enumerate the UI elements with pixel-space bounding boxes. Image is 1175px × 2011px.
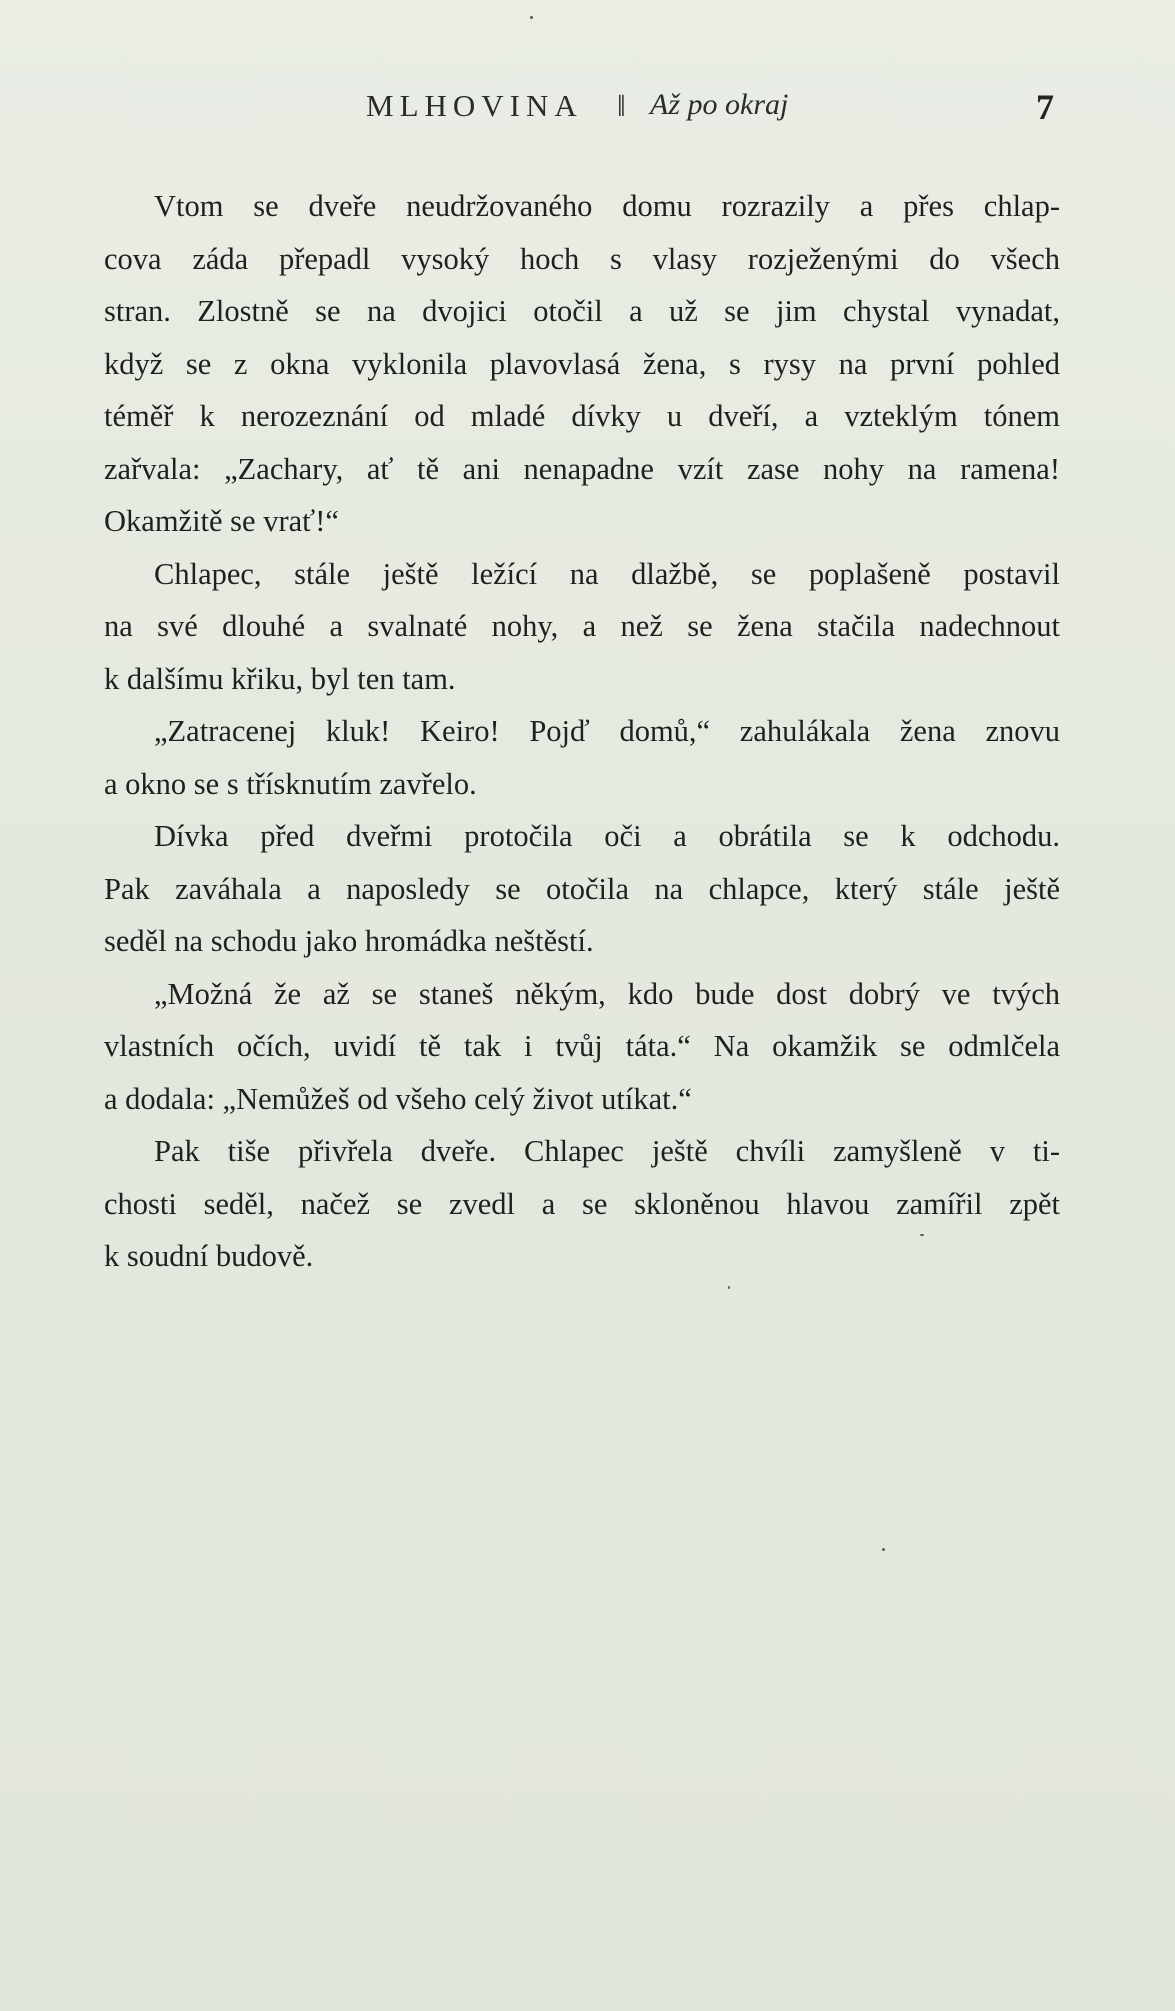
text-line: seděl na schodu jako hromádka neštěstí. [104, 924, 594, 958]
text-line: a okno se s třísknutím zavřelo. [104, 766, 477, 801]
text-line: Pak tiše přivřela dveře. Chlapec ještě chvíli zamyšleně v ti- [154, 1134, 1060, 1168]
text-line: Pak zaváhala a naposledy se otočila na chlapce, který stále ještě [104, 871, 1060, 906]
text-line: cova záda přepadl vysoký hoch s vlasy rozježenými do všech [104, 241, 1060, 276]
text-line: Okamžitě se vrať!“ [104, 504, 339, 538]
paragraph [104, 1125, 1060, 1283]
text-line: stran. Zlostně se na dvojici otočil a už se jim chystal vynadat, [104, 294, 1060, 328]
page-number: 7 [1036, 87, 1054, 127]
paragraph [104, 968, 1060, 1126]
text-line: zařvala: „Zachary, ať tě ani nenapadne vzít zase nohy na ramena! [104, 451, 1060, 486]
text-line: k soudní budově. [104, 1239, 314, 1273]
paper-speck [728, 1286, 730, 1289]
story-title: Až po okraj [650, 88, 789, 121]
text-line: k dalšímu křiku, byl ten tam. [104, 661, 456, 696]
header-separator: ‖ [617, 88, 626, 123]
paper-speck [920, 1234, 924, 1236]
paragraph [104, 548, 1060, 706]
text-line: Chlapec, stále ještě ležící na dlažbě, se poplašeně postavil [154, 556, 1060, 591]
text-line: „Možná že až se staneš někým, kdo bude dost dobrý ve tvých [154, 976, 1060, 1011]
paper-speck [882, 1548, 885, 1551]
body-text [104, 180, 1060, 1283]
text-line: „Zatracenej kluk! Keiro! Pojď domů,“ zahulákala žena znovu [154, 714, 1060, 748]
paragraph [104, 810, 1060, 968]
text-line: téměř k nerozeznání od mladé dívky u dveří, a vzteklým tónem [104, 399, 1060, 433]
paper-speck [530, 16, 533, 19]
book-title: MLHOVINA [366, 88, 583, 123]
text-line: a dodala: „Nemůžeš od všeho celý život utíkat.“ [104, 1081, 692, 1116]
text-line: vlastních očích, uvidí tě tak i tvůj táta.“ Na okamžik se odmlčela [104, 1029, 1060, 1063]
text-line: Dívka před dveřmi protočila oči a obrátila se k odchodu. [154, 819, 1060, 853]
text-line: Vtom se dveře neudržovaného domu rozrazily a přes chlap- [154, 189, 1060, 223]
running-header [0, 88, 1175, 138]
text-line: na své dlouhé a svalnaté nohy, a než se žena stačila nadechnout [104, 609, 1060, 643]
text-line: chosti seděl, načež se zvedl a se skloněnou hlavou zamířil zpět [104, 1186, 1060, 1221]
paragraph [104, 180, 1060, 548]
paragraph [104, 705, 1060, 810]
text-line: když se z okna vyklonila plavovlasá žena, s rysy na první pohled [104, 346, 1060, 381]
